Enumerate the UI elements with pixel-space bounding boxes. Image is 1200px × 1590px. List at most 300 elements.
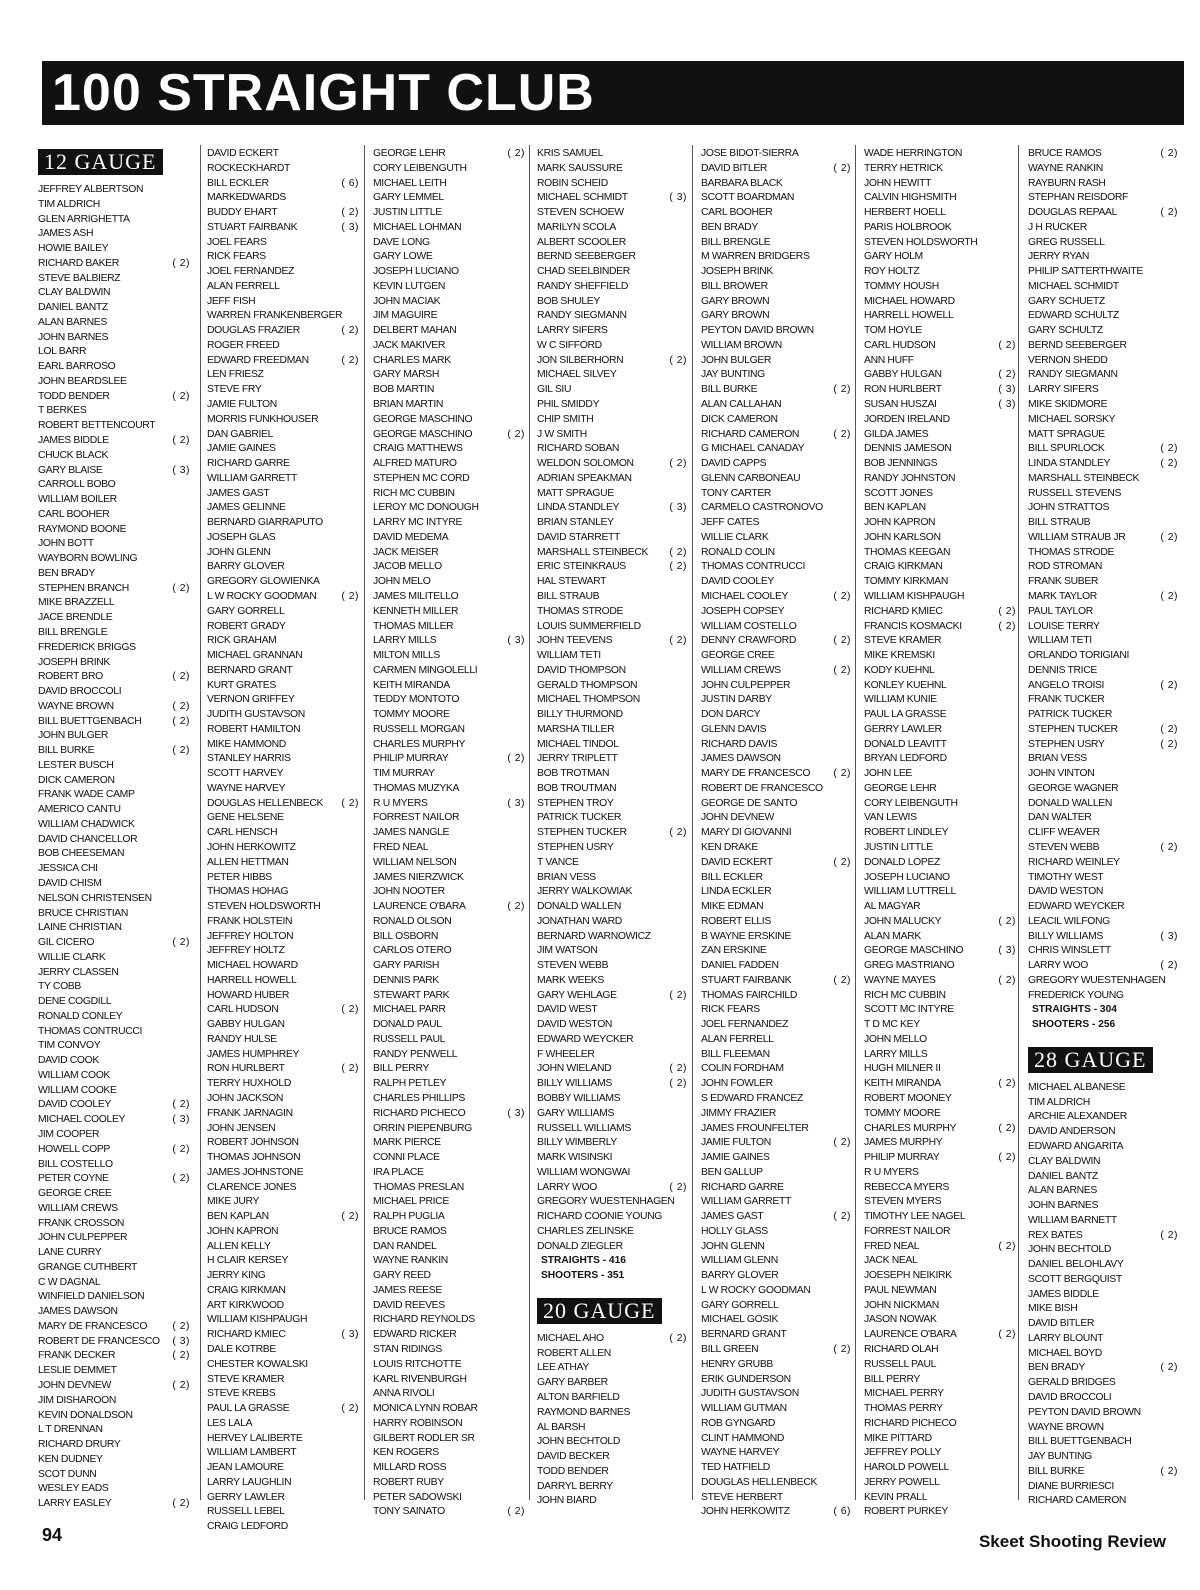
shooter-entry — [537, 339, 687, 354]
shooter-name: JON SILBERHORN — [537, 354, 624, 366]
shooter-entry — [207, 930, 359, 945]
shooter-entry — [207, 265, 359, 280]
shooter-entry — [701, 265, 851, 280]
shooter-name: KEN DRAKE — [701, 841, 758, 853]
shooter-name: DAVID STARRETT — [537, 531, 621, 543]
straight-count: ( 2) — [341, 325, 359, 337]
shooter-name: GIL SIU — [537, 384, 572, 396]
straight-count: ( 2) — [172, 1099, 190, 1111]
straight-count: ( 2) — [172, 1173, 190, 1185]
shooter-name: MICHAEL PRICE — [373, 1196, 449, 1208]
shooter-entry — [864, 664, 1016, 679]
shooter-entry — [864, 1210, 1016, 1225]
shooter-name: S EDWARD FRANCEZ — [701, 1093, 803, 1104]
section-spacer — [537, 1324, 687, 1332]
shooter-name: JUDITH GUSTAVSON — [701, 1388, 799, 1400]
shooter-name: LOUIS SUMMERFIELD — [537, 620, 641, 632]
shooter-name: JOHN MELLO — [864, 1033, 927, 1045]
shooter-name: BOB SHULEY — [537, 295, 600, 307]
shooter-entry — [701, 309, 851, 324]
shooter-entry — [373, 147, 525, 162]
shooter-entry — [701, 811, 851, 826]
shooter-name: BILL BROWER — [701, 280, 768, 292]
shooter-name: BOB TROTMAN — [537, 768, 610, 780]
shooter-name: GILDA JAMES — [864, 428, 929, 440]
shooter-entry — [537, 959, 687, 974]
shooter-entry — [701, 1284, 851, 1299]
shooter-entry — [1028, 590, 1178, 605]
shooter-name: LEACIL WILFONG — [1028, 915, 1110, 927]
shooter-name: DON DARCY — [701, 709, 761, 721]
shooter-entry — [373, 679, 525, 694]
shooter-entry — [537, 1240, 687, 1255]
shooter-name: JOHN NICKMAN — [864, 1299, 939, 1311]
straight-count: ( 2) — [998, 1329, 1016, 1341]
shooter-entry — [207, 679, 359, 694]
shooter-name: JOHN MACIAK — [373, 295, 441, 307]
shooter-entry — [373, 309, 525, 324]
shooter-entry — [537, 516, 687, 531]
shooter-name: STEVE KRAMER — [864, 635, 942, 647]
shooter-entry — [1028, 605, 1178, 620]
shooter-entry — [373, 1328, 525, 1343]
straight-count: ( 2) — [1160, 1465, 1178, 1477]
straight-count: ( 2) — [669, 1063, 687, 1075]
shooter-name: JERRY POWELL — [864, 1476, 940, 1488]
shooter-entry — [537, 457, 687, 472]
shooter-name: SCOTT BERGQUIST — [1028, 1273, 1122, 1285]
shooter-entry — [864, 1505, 1016, 1520]
shooter-name: DAVID BITLER — [1028, 1318, 1095, 1330]
shooter-entry — [1028, 1140, 1178, 1155]
shooter-name: JAMIE GAINES — [701, 1152, 770, 1164]
shooter-name: TODD BENDER — [38, 390, 110, 402]
straight-count: ( 2) — [172, 1320, 190, 1332]
shooter-name: ALAN FERRELL — [207, 280, 280, 292]
shooter-entry — [38, 626, 190, 641]
shooter-name: BERNARD GIARRAPUTO — [207, 517, 323, 529]
shooter-name: MICHAEL AHO — [537, 1332, 604, 1344]
shooter-entry — [1028, 974, 1178, 989]
shooter-name: STEVE FRY — [207, 384, 262, 396]
shooter-name: RANDY SIEGMANN — [1028, 369, 1118, 381]
shooter-name: BRIAN STANLEY — [537, 517, 614, 529]
shooter-entry — [207, 339, 359, 354]
shooter-name: DANIEL FADDEN — [701, 960, 779, 972]
shooter-entry — [1028, 280, 1178, 295]
shooter-entry — [701, 324, 851, 339]
shooter-entry — [373, 1122, 525, 1137]
shooter-name: DAVID COOLEY — [38, 1099, 111, 1111]
shooter-entry — [864, 693, 1016, 708]
shooter-name: DAVID BECKER — [537, 1451, 610, 1463]
shooter-entry — [38, 1172, 190, 1187]
shooter-name: GERALD THOMPSON — [537, 679, 638, 691]
shooter-entry — [38, 1364, 190, 1379]
shooter-entry — [1028, 915, 1178, 930]
shooter-name: WILLIAM WONGWAI — [537, 1166, 631, 1178]
shooter-entry — [864, 1225, 1016, 1240]
shooter-entry — [38, 670, 190, 685]
shooter-entry — [373, 383, 525, 398]
straight-count: ( 2) — [1160, 207, 1178, 219]
shooter-entry — [373, 1062, 525, 1077]
gauge-total: STRAIGHTS - 304 — [1032, 1004, 1117, 1016]
shooter-entry — [38, 582, 190, 597]
shooter-name: ORLANDO TORIGIANI — [1028, 650, 1130, 662]
shooter-name: LAURENCE O'BARA — [864, 1329, 957, 1341]
page-number: 94 — [42, 1525, 63, 1545]
shooter-entry — [38, 995, 190, 1010]
shooter-entry — [1028, 841, 1178, 856]
shooter-entry — [864, 1151, 1016, 1166]
shooter-entry — [38, 1039, 190, 1054]
shooter-name: RICH MC CUBBIN — [373, 487, 455, 499]
gauge-total: SHOOTERS - 351 — [541, 1270, 625, 1282]
shooter-name: STEPHEN BRANCH — [38, 582, 129, 594]
shooter-entry — [537, 811, 687, 826]
shooter-name: MARK TAYLOR — [1028, 590, 1097, 602]
straight-count: ( 2) — [833, 856, 851, 868]
shooter-entry — [38, 774, 190, 789]
shooter-entry — [1028, 1170, 1178, 1185]
shooter-name: DAVID WESTON — [1028, 886, 1104, 898]
shooter-name: JEFFREY HOLTON — [207, 930, 294, 942]
shooter-name: THOMAS STRODE — [537, 605, 624, 617]
section-spacer — [537, 1284, 687, 1296]
shooter-entry — [207, 738, 359, 753]
shooter-entry — [864, 974, 1016, 989]
shooter-entry — [864, 1417, 1016, 1432]
shooter-name: RICHARD DAVIS — [701, 738, 778, 750]
shooter-name: JOHN NOOTER — [373, 886, 445, 898]
shooter-name: WILLIE CLARK — [38, 951, 106, 963]
shooter-entry — [701, 1491, 851, 1506]
straight-count: ( 2) — [998, 974, 1016, 986]
shooter-entry — [701, 944, 851, 959]
shooter-entry — [864, 1358, 1016, 1373]
shooter-entry — [207, 708, 359, 723]
shooter-name: DOUGLAS HELLENBECK — [701, 1476, 818, 1488]
shooter-entry — [207, 1373, 359, 1388]
straight-count: ( 3) — [1160, 930, 1178, 942]
shooter-name: GABBY HULGAN — [864, 369, 942, 381]
shooter-name: GENE HELSENE — [207, 812, 284, 824]
shooter-entry — [864, 206, 1016, 221]
shooter-entry — [38, 1069, 190, 1084]
shooter-entry — [701, 1432, 851, 1447]
shooter-entry — [373, 1195, 525, 1210]
shooter-entry — [38, 213, 190, 228]
shooter-name: RICHARD PICHECO — [864, 1417, 957, 1429]
shooter-name: DAVID ECKERT — [207, 148, 279, 159]
shooter-entry — [864, 915, 1016, 930]
shooter-entry — [1028, 487, 1178, 502]
shooter-entry — [207, 1240, 359, 1255]
shooter-entry — [1028, 250, 1178, 265]
straight-count: ( 3) — [507, 1107, 525, 1119]
shooter-name: JOHN BARNES — [1028, 1200, 1099, 1212]
shooter-name: WILLIAM GUTMAN — [701, 1403, 787, 1415]
shooter-entry — [701, 428, 851, 443]
shooter-entry — [207, 856, 359, 871]
shooter-entry — [864, 368, 1016, 383]
straight-count: ( 2) — [172, 582, 190, 594]
shooter-name: FORREST NAILOR — [864, 1225, 951, 1237]
shooter-name: ROBERT LINDLEY — [864, 827, 949, 839]
shooter-entry — [207, 974, 359, 989]
shooter-name: JERRY RYAN — [1028, 251, 1089, 263]
shooter-name: BILL BRENGLE — [701, 236, 771, 248]
shooter-name: PHIL SMIDDY — [537, 399, 600, 411]
shooter-entry — [1028, 649, 1178, 664]
straight-count: ( 2) — [833, 590, 851, 602]
shooter-name: KEN ROGERS — [373, 1447, 439, 1459]
straight-count: ( 2) — [669, 635, 687, 647]
shooter-name: PARIS HOLBROOK — [864, 221, 952, 233]
shooter-name: FREDERICK BRIGGS — [38, 641, 136, 653]
straight-count: ( 2) — [172, 715, 190, 727]
shooter-entry — [207, 191, 359, 206]
straight-count: ( 2) — [172, 1380, 190, 1392]
shooter-entry — [38, 1246, 190, 1261]
shooter-name: THOMAS HOHAG — [207, 886, 289, 898]
shooter-entry — [38, 1231, 190, 1246]
shooter-name: MICHAEL TINDOL — [537, 738, 619, 750]
shooter-name: BILL STRAUB — [1028, 517, 1091, 529]
shooter-entry — [38, 1098, 190, 1113]
shooter-entry — [537, 900, 687, 915]
shooter-name: JERRY WALKOWIAK — [537, 886, 633, 898]
shooter-name: JACK NEAL — [864, 1255, 918, 1267]
shooter-entry — [207, 620, 359, 635]
shooter-entry — [373, 560, 525, 575]
shooter-entry — [373, 620, 525, 635]
shooter-name: WILLIAM GLENN — [701, 1255, 778, 1267]
straight-count: ( 2) — [998, 1122, 1016, 1134]
shooter-name: STEWART PARK — [373, 989, 450, 1001]
shooter-entry — [38, 360, 190, 375]
shooter-name: VAN LEWIS — [864, 812, 917, 824]
shooter-name: RICK FEARS — [207, 251, 266, 263]
shooter-entry — [701, 339, 851, 354]
shooter-entry — [207, 1122, 359, 1137]
shooter-entry — [207, 885, 359, 900]
straight-count: ( 2) — [669, 561, 687, 573]
shooter-name: LARRY WOO — [537, 1181, 597, 1193]
shooter-entry — [373, 1446, 525, 1461]
shooter-entry — [38, 375, 190, 390]
shooter-name: CARL HENSCH — [207, 827, 278, 839]
shooter-name: GEORGE CREE — [38, 1188, 112, 1200]
straight-count: ( 2) — [172, 1498, 190, 1510]
shooter-name: ROBERT DE FRANCESCO — [38, 1335, 160, 1347]
shooter-entry — [1028, 1110, 1178, 1125]
shooter-entry — [701, 398, 851, 413]
shooter-entry — [1028, 1125, 1178, 1140]
shooter-name: WAYNE HARVEY — [207, 782, 286, 794]
shooter-name: CHARLES ZELINSKE — [537, 1225, 634, 1237]
shooter-entry — [38, 936, 190, 951]
shooter-entry — [701, 383, 851, 398]
shooter-entry — [38, 1453, 190, 1468]
shooter-entry — [701, 1225, 851, 1240]
shooter-entry — [1028, 560, 1178, 575]
shooter-entry — [207, 1092, 359, 1107]
shooter-entry — [864, 1284, 1016, 1299]
shooter-entry — [537, 191, 687, 206]
shooter-entry — [1028, 265, 1178, 280]
shooter-entry — [373, 546, 525, 561]
shooter-name: TOMMY MOORE — [373, 709, 450, 721]
shooter-name: JOHN MALUCKY — [864, 915, 942, 927]
shooter-entry — [207, 250, 359, 265]
shooter-name: TIMOTHY WEST — [1028, 871, 1104, 883]
shooter-name: WILLIAM LUTTRELL — [864, 886, 956, 898]
shooter-name: RICHARD CAMERON — [1028, 1495, 1127, 1507]
shooter-name: WILLIAM NELSON — [373, 856, 457, 868]
shooter-entry — [207, 1299, 359, 1314]
shooter-name: FRANK CROSSON — [38, 1217, 125, 1229]
shooter-entry — [537, 871, 687, 886]
shooter-entry — [38, 700, 190, 715]
shooter-entry — [1028, 221, 1178, 236]
shooter-name: MARK SAUSSURE — [537, 162, 623, 174]
shooter-entry — [537, 295, 687, 310]
shooter-name: STEVEN HOLDSWORTH — [864, 236, 978, 248]
shooter-name: RALPH PETLEY — [373, 1078, 447, 1090]
shooter-entry — [207, 1003, 359, 1018]
shooter-entry — [864, 354, 1016, 369]
shooter-name: THOMAS FAIRCHILD — [701, 989, 798, 1001]
shooter-entry — [373, 1166, 525, 1181]
shooter-entry — [701, 664, 851, 679]
straight-count: ( 2) — [669, 1181, 687, 1193]
shooter-entry — [864, 339, 1016, 354]
shooter-entry — [38, 1217, 190, 1232]
shooter-entry — [864, 457, 1016, 472]
shooter-name: MICHAEL SCHMIDT — [1028, 280, 1119, 292]
shooter-name: MARK PIERCE — [373, 1137, 441, 1149]
shooter-entry — [701, 1107, 851, 1122]
shooter-entry — [864, 944, 1016, 959]
shooter-entry — [38, 301, 190, 316]
shooter-name: JAMES GAST — [207, 487, 270, 499]
shooter-name: JASON NOWAK — [864, 1314, 937, 1326]
shooter-entry — [864, 1033, 1016, 1048]
shooter-entry — [373, 885, 525, 900]
shooter-name: BOB MARTIN — [373, 384, 434, 396]
shooter-entry — [701, 900, 851, 915]
shooter-entry — [537, 723, 687, 738]
shooter-entry — [207, 324, 359, 339]
shooter-name: GERALD BRIDGES — [1028, 1377, 1116, 1389]
shooter-entry — [373, 177, 525, 192]
shooter-entry — [864, 1402, 1016, 1417]
shooter-name: RICHARD KMIEC — [864, 605, 943, 617]
shooter-entry — [864, 900, 1016, 915]
shooter-name: RICHARD GARRE — [207, 458, 290, 470]
shooter-entry — [38, 1379, 190, 1394]
shooter-name: TONY CARTER — [701, 487, 772, 499]
shooter-name: PAUL LA GRASSE — [207, 1403, 290, 1415]
shooter-name: JOSEPH GLAS — [207, 531, 276, 543]
shooter-name: LAURENCE O'BARA — [373, 901, 466, 913]
shooter-name: JAMES MILITELLO — [373, 590, 459, 602]
shooter-entry — [1028, 1361, 1178, 1376]
shooter-entry — [38, 685, 190, 700]
shooter-name: JAMES MURPHY — [864, 1137, 943, 1149]
shooter-name: KEVIN PRALL — [864, 1491, 928, 1503]
shooter-entry — [1028, 1081, 1178, 1096]
shooter-entry — [537, 428, 687, 443]
shooter-name: KENNETH MILLER — [373, 605, 459, 617]
shooter-entry — [207, 162, 359, 177]
shooter-name: GARY LEMMEL — [373, 192, 444, 204]
shooter-entry — [373, 1018, 525, 1033]
shooter-entry — [38, 744, 190, 759]
shooter-entry — [207, 487, 359, 502]
shooter-name: DENE COGDILL — [38, 996, 112, 1008]
gauge-heading: 20 GAUGE — [537, 1298, 662, 1324]
shooter-entry — [373, 487, 525, 502]
straight-count: ( 2) — [833, 1344, 851, 1356]
shooter-entry — [207, 1210, 359, 1225]
shooter-entry — [864, 782, 1016, 797]
shooter-entry — [537, 1480, 687, 1495]
shooter-entry — [207, 649, 359, 664]
shooter-name: HUGH MILNER II — [864, 1063, 941, 1075]
shooter-entry — [864, 871, 1016, 886]
shooter-name: ROBERT DE FRANCESCO — [701, 782, 823, 794]
shooter-entry — [38, 729, 190, 744]
shooter-entry — [207, 1432, 359, 1447]
roster-column-7 — [1028, 147, 1178, 1509]
shooter-entry — [864, 560, 1016, 575]
shooter-entry — [864, 1254, 1016, 1269]
shooter-name: TOMMY KIRKMAN — [864, 576, 948, 588]
shooter-entry — [373, 752, 525, 767]
shooter-name: JACK MAKIVER — [373, 339, 446, 351]
shooter-entry — [537, 752, 687, 767]
shooter-name: DARRYL BERRY — [537, 1480, 613, 1492]
shooter-name: JOHN BECHTOLD — [1028, 1244, 1112, 1256]
shooter-name: BERNARD WARNOWICZ — [537, 930, 651, 942]
shooter-entry — [373, 1358, 525, 1373]
shooter-entry — [38, 523, 190, 538]
shooter-entry — [537, 1494, 687, 1509]
shooter-name: BILL PERRY — [373, 1063, 429, 1075]
shooter-entry — [537, 177, 687, 192]
shooter-name: JAMES DAWSON — [38, 1306, 118, 1318]
shooter-entry — [207, 295, 359, 310]
shooter-name: ROBERT ELLIS — [701, 915, 771, 927]
shooter-name: JAMIE FULTON — [207, 399, 277, 411]
shooter-name: DAVID BITLER — [701, 162, 768, 174]
shooter-name: STEVEN WEBB — [1028, 841, 1100, 853]
shooter-name: GREGORY WUESTENHAGEN — [1028, 974, 1166, 986]
shooter-entry — [701, 147, 851, 162]
shooter-name: MIKE HAMMOND — [207, 738, 286, 750]
straight-count: ( 2) — [833, 664, 851, 676]
shooter-name: GEORGE MASCHINO — [864, 945, 964, 957]
shooter-entry — [207, 383, 359, 398]
shooter-entry — [864, 1077, 1016, 1092]
shooter-entry — [701, 856, 851, 871]
shooter-entry — [537, 1332, 687, 1347]
shooter-entry — [701, 930, 851, 945]
shooter-name: L W ROCKY GOODMAN — [701, 1284, 811, 1296]
